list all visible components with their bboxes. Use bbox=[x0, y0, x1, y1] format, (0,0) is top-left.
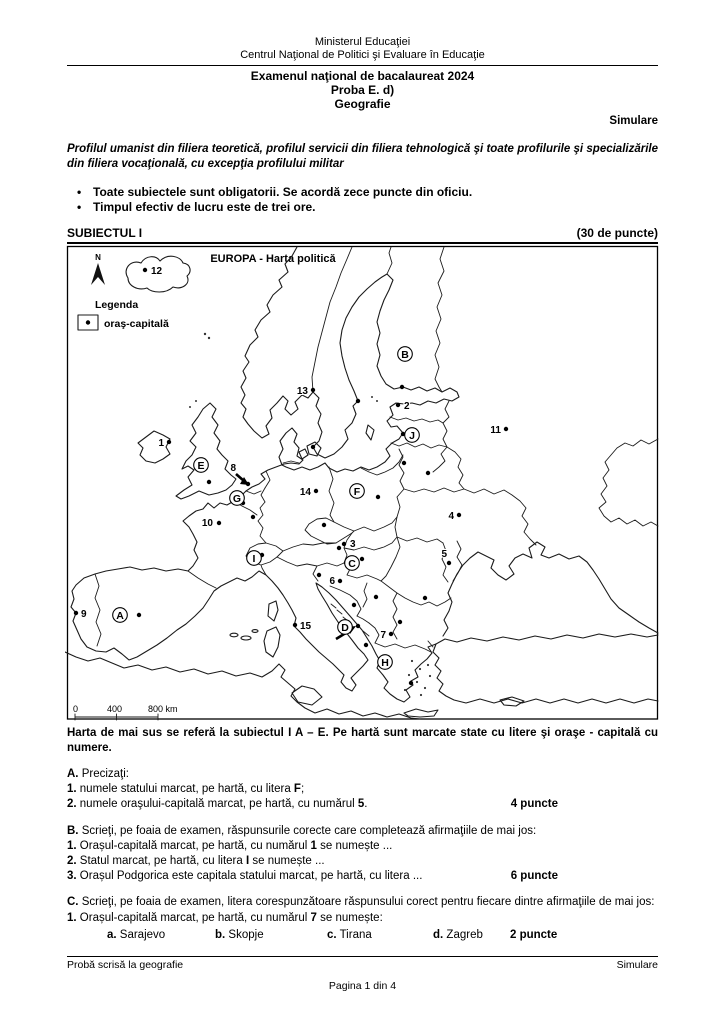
svg-text:F: F bbox=[353, 485, 361, 498]
legend-item-label: oraş-capitală bbox=[104, 318, 169, 330]
svg-text:E: E bbox=[197, 459, 205, 472]
map-title: EUROPA - Harta politică bbox=[210, 253, 336, 265]
instruction-item: • Timpul efectiv de lucru este de trei ore. bbox=[67, 200, 658, 215]
svg-text:H: H bbox=[381, 656, 389, 669]
svg-text:B: B bbox=[401, 348, 409, 361]
svg-text:12: 12 bbox=[151, 266, 163, 277]
instructions-list bbox=[67, 185, 658, 215]
section-b-item: 2. Statul marcat, pe hartă, cu litera I se numește ... bbox=[67, 855, 325, 868]
exam-subject: Geografie bbox=[334, 97, 391, 111]
section-c bbox=[67, 895, 658, 943]
option-b: b. Skopje bbox=[215, 928, 264, 941]
option-d: d. Zagreb bbox=[433, 928, 483, 941]
svg-text:15: 15 bbox=[300, 621, 312, 632]
svg-text:3: 3 bbox=[350, 539, 356, 550]
section-b bbox=[67, 824, 658, 885]
section-a-item: 1. numele statului marcat, pe hartă, cu litera F; bbox=[67, 783, 305, 796]
svg-text:4: 4 bbox=[448, 511, 454, 522]
footer-divider bbox=[67, 956, 658, 957]
profile-note: Profilul umanist din filiera teoretică, profilul servicii din filiera tehnologică şi toate profilurile şi specializările din filiera vocaţională, cu excepţia profilului militar bbox=[67, 143, 658, 170]
svg-text:400: 400 bbox=[107, 704, 123, 714]
svg-text:0: 0 bbox=[73, 704, 79, 714]
exam-proba: Proba E. d) bbox=[330, 83, 395, 97]
map-legend bbox=[78, 299, 169, 330]
section-c-question: 1. Orașul-capitală marcat, pe hartă, cu numărul 7 se numește: bbox=[67, 911, 383, 924]
session-label: Simulare bbox=[609, 115, 658, 127]
north-arrow-icon bbox=[91, 253, 105, 285]
page-footer bbox=[67, 956, 658, 992]
svg-text:10: 10 bbox=[201, 518, 213, 529]
instruction-item: • Toate subiectele sunt obligatorii. Se acordă zece puncte din oficiu. bbox=[67, 185, 658, 200]
ministry-line: Ministerul Educaţiei bbox=[314, 36, 411, 48]
section-a-intro: A. Precizaţi: bbox=[67, 768, 129, 780]
national-center-line: Centrul Naţional de Politici şi Evaluare în Educaţie bbox=[240, 49, 485, 61]
section-a bbox=[67, 767, 658, 813]
capital-city-icon bbox=[86, 320, 90, 324]
section-b-points: 6 puncte bbox=[510, 870, 558, 883]
subject1-points: (30 de puncte) bbox=[576, 226, 658, 240]
section-c-points: 2 puncte bbox=[510, 928, 558, 941]
svg-text:800 km: 800 km bbox=[148, 704, 178, 714]
header-divider bbox=[67, 65, 658, 66]
map-note: Harta de mai sus se referă la subiectul I A – E. Pe hartă sunt marcate state cu litere şi oraşe - capitală cu numere. bbox=[67, 727, 658, 754]
ministry-header bbox=[67, 36, 658, 62]
section-a-item: 2. numele oraşului-capitală marcat, pe hartă, cu numărul 5. 4 puncte bbox=[67, 797, 658, 812]
svg-text:A: A bbox=[116, 609, 124, 622]
option-a: a. Sarajevo bbox=[107, 928, 166, 941]
svg-text:I: I bbox=[252, 552, 256, 565]
svg-text:C: C bbox=[348, 557, 356, 570]
europe-map bbox=[65, 245, 660, 721]
option-c: c. Tirana bbox=[327, 928, 372, 941]
country-borders bbox=[95, 247, 658, 652]
section-a-points: 4 puncte bbox=[510, 798, 558, 811]
svg-text:13: 13 bbox=[296, 386, 308, 397]
page-number: Pagina 1 din 4 bbox=[328, 980, 397, 992]
subject1-heading-row bbox=[67, 226, 658, 244]
svg-text:D: D bbox=[341, 621, 349, 634]
section-b-item: 3. Orașul Podgorica este capitala statului marcat, pe hartă, cu litera ... 6 puncte bbox=[67, 869, 658, 884]
svg-text:7: 7 bbox=[380, 630, 386, 641]
svg-text:5: 5 bbox=[441, 549, 447, 560]
subject1-title: SUBIECTUL I bbox=[67, 226, 143, 240]
legend-title: Legenda bbox=[95, 299, 139, 311]
svg-text:1: 1 bbox=[158, 438, 164, 449]
europe-map-svg bbox=[65, 245, 661, 721]
svg-text:8: 8 bbox=[230, 463, 236, 474]
section-c-options bbox=[67, 928, 658, 944]
footer-left: Probă scrisă la geografie bbox=[67, 959, 184, 971]
footer-right: Simulare bbox=[616, 959, 658, 971]
section-c-intro: C. Scrieţi, pe foaia de examen, litera corespunzătoare răspunsului corect pentru fiecare dintre afirmaţiile de mai jos: bbox=[67, 896, 655, 909]
svg-text:11: 11 bbox=[490, 425, 501, 436]
section-b-intro: B. Scrieţi, pe foaia de examen, răspunsurile corecte care completează afirmaţiile de mai jos: bbox=[67, 824, 537, 837]
scale-bar bbox=[73, 704, 178, 720]
svg-text:9: 9 bbox=[81, 609, 87, 620]
svg-text:N: N bbox=[95, 253, 101, 262]
svg-text:14: 14 bbox=[299, 487, 311, 498]
svg-text:J: J bbox=[409, 429, 415, 442]
exam-title: Examenul naţional de bacalaureat 2024 bbox=[250, 69, 475, 83]
svg-text:2: 2 bbox=[404, 401, 410, 412]
svg-text:6: 6 bbox=[329, 576, 335, 587]
exam-title-block bbox=[67, 69, 658, 111]
svg-text:G: G bbox=[232, 492, 242, 505]
section-b-item: 1. Orașul-capitală marcat, pe hartă, cu numărul 1 se numește ... bbox=[67, 839, 393, 852]
